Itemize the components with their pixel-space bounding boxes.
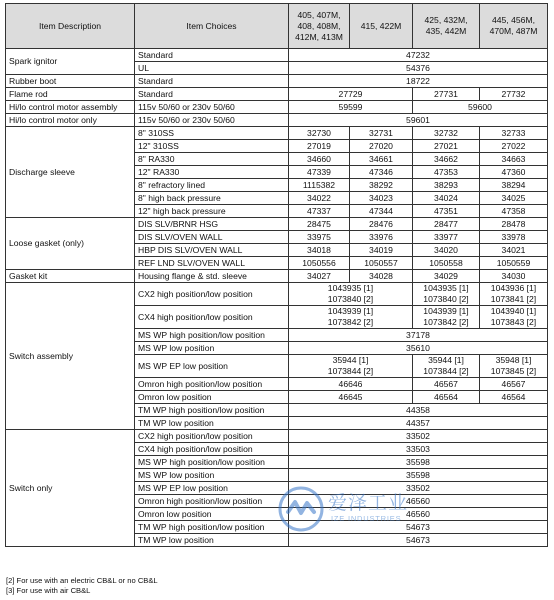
choice-cell: TM WP high position/low position xyxy=(135,521,289,534)
part-number: 46567 xyxy=(413,378,480,391)
part-number: 47346 xyxy=(350,166,413,179)
part-number: 27731 xyxy=(413,88,480,101)
part-number: 47358 xyxy=(480,205,548,218)
part-number: 38292 xyxy=(350,179,413,192)
item-gasket-kit: Gasket kit xyxy=(6,270,135,283)
part-number: 46645 xyxy=(289,391,413,404)
part-number: 34023 xyxy=(350,192,413,205)
choice-cell: MS WP low position xyxy=(135,342,289,355)
choice-cell: DIS SLV/BRNR HSG xyxy=(135,218,289,231)
part-number: 27021 xyxy=(413,140,480,153)
part-number: 46564 xyxy=(480,391,548,404)
choice-cell: MS WP high position/low position xyxy=(135,329,289,342)
item-rubber-boot: Rubber boot xyxy=(6,75,135,88)
part-number: 47339 xyxy=(289,166,350,179)
part-number: 35944 [1] 1073844 [2] xyxy=(413,355,480,378)
item-spark-ignitor: Spark ignitor xyxy=(6,49,135,75)
part-number: 34028 xyxy=(350,270,413,283)
table-row xyxy=(6,430,548,443)
part-number: 34027 xyxy=(289,270,350,283)
part-number: 38293 xyxy=(413,179,480,192)
part-number: 1043936 [1] 1073841 [2] xyxy=(480,283,548,306)
part-number: 28477 xyxy=(413,218,480,231)
part-number: 28476 xyxy=(350,218,413,231)
part-number: 59601 xyxy=(289,114,548,127)
part-number: 34024 xyxy=(413,192,480,205)
part-number: 33502 xyxy=(289,430,548,443)
part-number: 46560 xyxy=(289,495,548,508)
part-number: 1050559 xyxy=(480,257,548,270)
part-number: 38294 xyxy=(480,179,548,192)
table-row xyxy=(6,270,548,283)
part-number: 32731 xyxy=(350,127,413,140)
part-number: 1115382 xyxy=(289,179,350,192)
table-row xyxy=(6,114,548,127)
part-number: 47353 xyxy=(413,166,480,179)
part-number: 34022 xyxy=(289,192,350,205)
choice-cell: 12" high back pressure xyxy=(135,205,289,218)
part-number: 27019 xyxy=(289,140,350,153)
part-number: 1043935 [1] 1073840 [2] xyxy=(413,283,480,306)
choice-cell: 8" 310SS xyxy=(135,127,289,140)
part-number: 34019 xyxy=(350,244,413,257)
part-number: 47351 xyxy=(413,205,480,218)
table-row xyxy=(6,88,548,101)
part-number: 32730 xyxy=(289,127,350,140)
part-number: 59600 xyxy=(413,101,548,114)
choice-cell: CX2 high position/low position xyxy=(135,430,289,443)
part-number: 33503 xyxy=(289,443,548,456)
choice-cell: HBP DIS SLV/OVEN WALL xyxy=(135,244,289,257)
choice-cell: DIS SLV/OVEN WALL xyxy=(135,231,289,244)
part-number: 1043935 [1] 1073840 [2] xyxy=(289,283,413,306)
footnotes xyxy=(6,576,158,596)
table-row xyxy=(6,283,548,306)
part-number: 32733 xyxy=(480,127,548,140)
part-number: 54376 xyxy=(289,62,548,75)
parts-table-sheet xyxy=(5,3,547,547)
choice-cell: 8" refractory lined xyxy=(135,179,289,192)
choice-cell: TM WP high position/low position xyxy=(135,404,289,417)
item-flame-rod: Flame rod xyxy=(6,88,135,101)
choice-cell: 12" 310SS xyxy=(135,140,289,153)
header-model-col-1: 405, 407M, 408, 408M, 412M, 413M xyxy=(289,4,350,49)
choice-cell: MS WP high position/low position xyxy=(135,456,289,469)
choice-cell: CX4 high position/low position xyxy=(135,306,289,329)
part-number: 1043939 [1] 1073842 [2] xyxy=(289,306,413,329)
part-number: 33977 xyxy=(413,231,480,244)
table-header-row xyxy=(6,4,548,49)
part-number: 27732 xyxy=(480,88,548,101)
choice-cell: 8" RA330 xyxy=(135,153,289,166)
header-model-col-4: 445, 456M, 470M, 487M xyxy=(480,4,548,49)
part-number: 34661 xyxy=(350,153,413,166)
choice-cell: Standard xyxy=(135,75,289,88)
item-hilo-motor-assembly: Hi/lo control motor assembly xyxy=(6,101,135,114)
part-number: 59599 xyxy=(289,101,413,114)
choice-cell: REF LND SLV/OVEN WALL xyxy=(135,257,289,270)
part-number: 34660 xyxy=(289,153,350,166)
part-number: 34662 xyxy=(413,153,480,166)
part-number: 34025 xyxy=(480,192,548,205)
item-switch-only: Switch only xyxy=(6,430,135,547)
part-number: 46646 xyxy=(289,378,413,391)
part-number: 1043940 [1] 1073843 [2] xyxy=(480,306,548,329)
choice-cell: Housing flange & std. sleeve xyxy=(135,270,289,283)
part-number: 32732 xyxy=(413,127,480,140)
choice-cell: MS WP low position xyxy=(135,469,289,482)
choice-cell: UL xyxy=(135,62,289,75)
item-hilo-motor-only: Hi/lo control motor only xyxy=(6,114,135,127)
part-number: 33976 xyxy=(350,231,413,244)
part-number: 46560 xyxy=(289,508,548,521)
part-number: 35948 [1] 1073845 [2] xyxy=(480,355,548,378)
part-number: 35598 xyxy=(289,469,548,482)
part-number: 1043939 [1] 1073842 [2] xyxy=(413,306,480,329)
choice-cell: 12" RA330 xyxy=(135,166,289,179)
part-number: 44357 xyxy=(289,417,548,430)
watermark-english-name: IZE INDUSTRIES xyxy=(331,514,402,523)
choice-cell: Omron low position xyxy=(135,391,289,404)
header-model-col-2: 415, 422M xyxy=(350,4,413,49)
parts-table xyxy=(5,3,548,547)
choice-cell: CX4 high position/low position xyxy=(135,443,289,456)
part-number: 54673 xyxy=(289,534,548,547)
part-number: 27020 xyxy=(350,140,413,153)
choice-cell: 115v 50/60 or 230v 50/60 xyxy=(135,114,289,127)
part-number: 28478 xyxy=(480,218,548,231)
part-number: 34663 xyxy=(480,153,548,166)
part-number: 44358 xyxy=(289,404,548,417)
part-number: 54673 xyxy=(289,521,548,534)
part-number: 34029 xyxy=(413,270,480,283)
part-number: 33978 xyxy=(480,231,548,244)
part-number: 34020 xyxy=(413,244,480,257)
part-number: 47337 xyxy=(289,205,350,218)
choice-cell: MS WP EP low position xyxy=(135,482,289,495)
part-number: 46564 xyxy=(413,391,480,404)
choice-cell: TM WP low position xyxy=(135,417,289,430)
choice-cell: TM WP low position xyxy=(135,534,289,547)
part-number: 1050558 xyxy=(413,257,480,270)
part-number: 33975 xyxy=(289,231,350,244)
choice-cell: 8" high back pressure xyxy=(135,192,289,205)
choice-cell: Standard xyxy=(135,88,289,101)
item-discharge-sleeve: Discharge sleeve xyxy=(6,127,135,218)
part-number: 33502 xyxy=(289,482,548,495)
part-number: 35944 [1] 1073844 [2] xyxy=(289,355,413,378)
part-number: 37178 xyxy=(289,329,548,342)
footnote-3: [3] For use with air CB&L xyxy=(6,586,91,595)
part-number: 27022 xyxy=(480,140,548,153)
choice-cell: CX2 high position/low position xyxy=(135,283,289,306)
item-loose-gasket: Loose gasket (only) xyxy=(6,218,135,270)
part-number: 28475 xyxy=(289,218,350,231)
choice-cell: 115v 50/60 or 230v 50/60 xyxy=(135,101,289,114)
choice-cell: Omron high position/low position xyxy=(135,378,289,391)
part-number: 46567 xyxy=(480,378,548,391)
watermark-chinese-name: 爱泽工业 xyxy=(328,492,409,514)
table-row xyxy=(6,75,548,88)
part-number: 34021 xyxy=(480,244,548,257)
part-number: 35598 xyxy=(289,456,548,469)
part-number: 47344 xyxy=(350,205,413,218)
header-item-description: Item Description xyxy=(6,4,135,49)
table-row xyxy=(6,49,548,62)
part-number: 47360 xyxy=(480,166,548,179)
choice-cell: MS WP EP low position xyxy=(135,355,289,378)
part-number: 47232 xyxy=(289,49,548,62)
part-number: 35610 xyxy=(289,342,548,355)
item-switch-assembly: Switch assembly xyxy=(6,283,135,430)
table-row xyxy=(6,218,548,231)
part-number: 27729 xyxy=(289,88,413,101)
choice-cell: Omron low position xyxy=(135,508,289,521)
table-row xyxy=(6,101,548,114)
part-number: 34030 xyxy=(480,270,548,283)
choice-cell: Omron high position/low position xyxy=(135,495,289,508)
header-model-col-3: 425, 432M, 435, 442M xyxy=(413,4,480,49)
part-number: 1050556 xyxy=(289,257,350,270)
footnote-2: [2] For use with an electric CB&L or no CB&L xyxy=(6,576,158,585)
header-item-choices: Item Choices xyxy=(135,4,289,49)
part-number: 1050557 xyxy=(350,257,413,270)
part-number: 34018 xyxy=(289,244,350,257)
table-row xyxy=(6,127,548,140)
choice-cell: Standard xyxy=(135,49,289,62)
part-number: 18722 xyxy=(289,75,548,88)
